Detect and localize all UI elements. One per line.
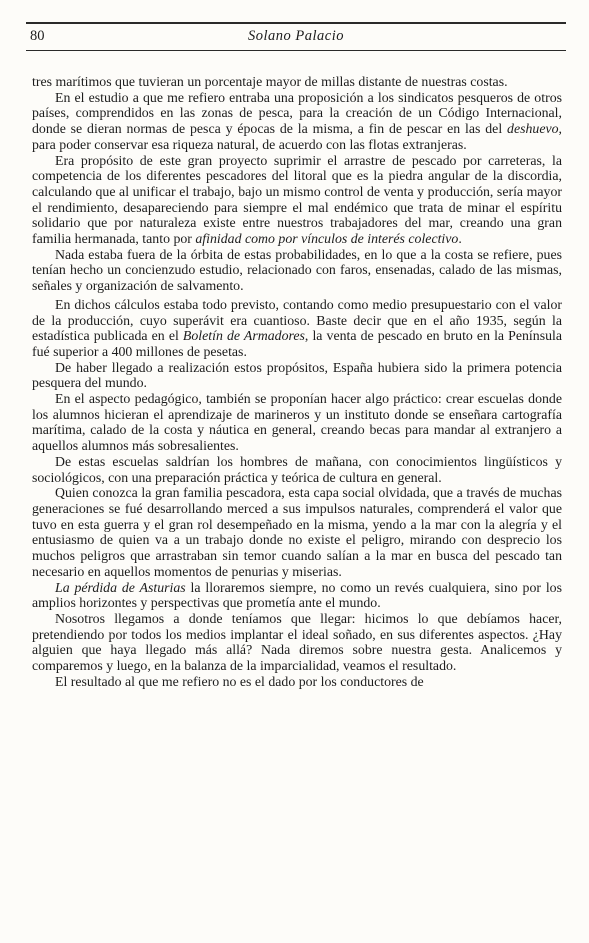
paragraph (32, 153, 562, 247)
paragraph-text: Quien conozca la gran familia pescadora, esta capa social olvidada, que a través de muchas generaciones se fué desarrollando merced a sus impulsos naturales, comprenderá el valor que tuvo en esta guerra y el gran rol desempeñado en la misma, yendo a la mar con la alegría y el entusiasmo de quien va a un trabajo donde no existe el peligro, mirando con desprecio los muchos peligros que arrastraban sin temor cuando salían a la mar en busca del pescado tan necesario en aquellos momentos de penurias y miserias. (32, 485, 562, 579)
page-header (26, 28, 566, 48)
paragraph-text: la lloraremos siempre, no como un revés cualquiera, sino por los amplios horizontes y perspectivas que prometía ante el mundo. (32, 579, 562, 611)
paragraph (32, 611, 562, 674)
italic-phrase: afinidad como por vínculos de interés colectivo (195, 231, 459, 247)
paragraph-text: tres marítimos que tuvieran un porcentaje mayor de millas distante de nuestras costas. (32, 74, 508, 89)
paragraph-text: De estas escuelas saldrían los hombres de mañana, con conocimientos lingüísticos y sociológicos, con una preparación práctica y teórica de cultura en general. (32, 453, 562, 485)
paragraph (32, 297, 562, 360)
paragraph-text: . (458, 231, 462, 247)
paragraph-text: El resultado al que me refiero no es el dado por los conductores de (55, 673, 424, 689)
paragraph (32, 360, 562, 391)
paragraph-text: , la venta de pescado en bruto en la Península fué superior a 400 millones de pesetas. (32, 328, 562, 359)
paragraph-text: Era propósito de este gran proyecto suprimir el arrastre de pescado por carreteras, la competencia de los diferentes pescadores del litoral que es la piedra angular de la discordia, calculando que al unificar el trabajo, bajo un mismo control de venta y producción, sería mayor el rendimiento, desapareciendo para siempre el mal endémico que trata de minar el espíritu solidario que por naturaleza existe entre nuestros trabajadores del mar, creando una gran familia hermanada, tanto por (32, 152, 562, 247)
paragraph-text: De haber llegado a realización estos propósitos, España hubiera sido la primera potencia pesquera del mundo. (32, 359, 562, 391)
paragraph (32, 580, 562, 611)
paragraph (32, 485, 562, 579)
paragraph-text: Nosotros llegamos a donde teníamos que llegar: hicimos lo que debíamos hacer, pretendiendo por todos los medios implantar el ideal soñado, en sus diferentes aspectos. ¿Hay alguien que haya llegado más allá? Nada diremos sobre nuestra gesta. Analicemos y comparemos y luego, en la balanza de la imparcialidad, veamos el resultado. (32, 610, 562, 674)
paragraph (32, 90, 562, 153)
paragraph-text: , para poder conservar esa riqueza natural, de acuerdo con las flotas extranjeras. (32, 121, 562, 152)
paragraph (32, 454, 562, 485)
paragraph (32, 674, 562, 690)
paragraph (32, 247, 562, 294)
italic-term: deshuevo (507, 121, 559, 137)
paragraph (32, 74, 562, 90)
paragraph (32, 391, 562, 454)
page-number: 80 (30, 28, 45, 44)
paragraph-text: En el estudio a que me refiero entraba una proposición a los sindicatos pesqueros de otros países, comprendidos en las zonas de pesca, para la creación de un Código Internacional, donde se dieran normas de pesca y épocas de la misma, a fin de pescar en las del (32, 89, 562, 137)
top-rule (26, 22, 566, 24)
body-text (32, 74, 562, 689)
header-rule (26, 50, 566, 51)
italic-phrase: La pérdida de Asturias (55, 579, 186, 595)
paragraph-text: Nada estaba fuera de la órbita de estas probabilidades, en lo que a la costa se refiere, pues tenían hecho un concienzudo estudio, relacionado con faros, ensenadas, calado de las mismas, señales y organización de salvamento. (32, 246, 562, 294)
italic-title: Boletín de Armadores (182, 328, 305, 344)
paragraph-text: En el aspecto pedagógico, también se proponían hacer algo práctico: crear escuelas donde los alumnos hicieran el aprendizaje de marineros y un instituto donde se enseñara cartografía marítima, calado de la costa y náutica en general, creando becas para mandar al extranjero a aquellos alumnos más sobresalientes. (32, 391, 562, 454)
running-head: Solano Palacio (247, 28, 344, 44)
paragraph-text: En dichos cálculos estaba todo previsto, contando como medio presupuestario con el valor de la producción, cuyo superávit era cuantioso. Baste decir que en el año 1935, según la estadística publicada en el (32, 296, 562, 344)
